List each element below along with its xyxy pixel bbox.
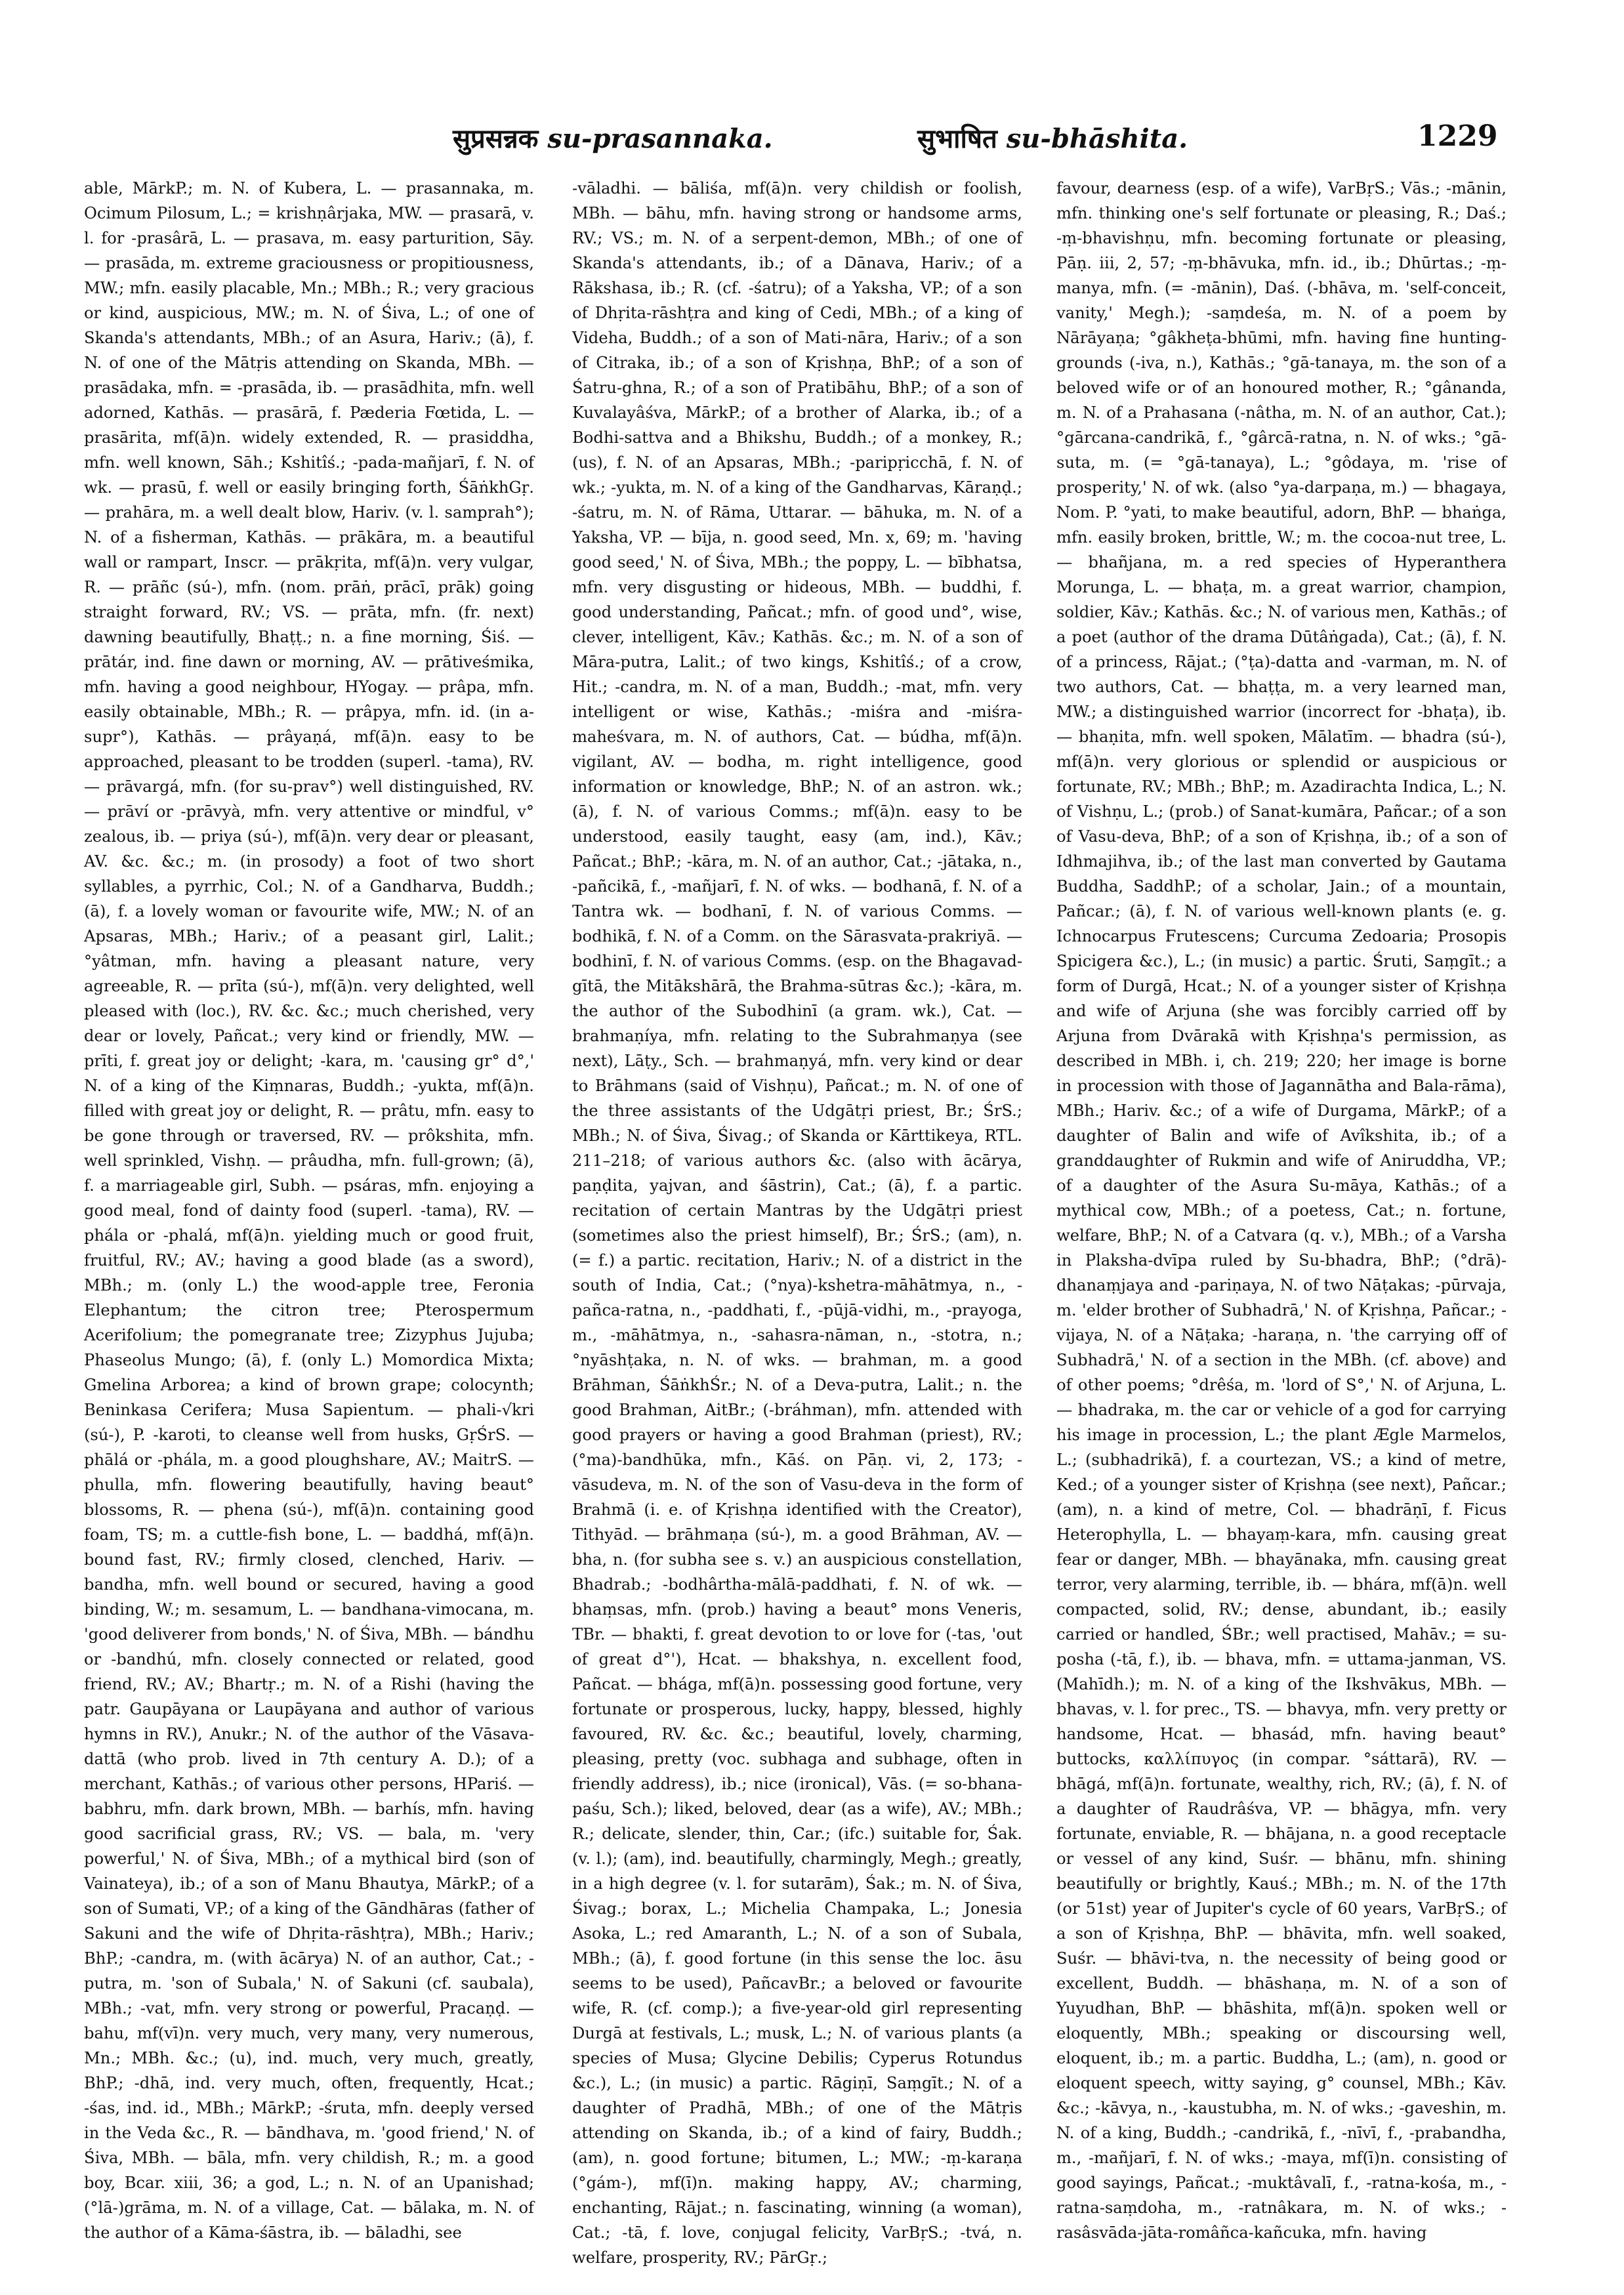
running-header-left [453, 119, 773, 165]
column-text: favour, dearness (esp. of a wife), VarBṛS.; Vās.; -mānin, mfn. thinking one's self fortunate or pleasing, R.; Daś.; -ṃ-bhavishṇu, mfn. becoming fortunate or pleasing, Pāṇ. iii, 2, 57; -ṃ-bhāvuka, mfn. id., ib.; Dhūrtas.; -ṃ-manya, mfn. (= -mānin), Daś. (-bhāva, m. 'self-conceit, vanity,' Megh.); -saṃdeśa, m. N. of a poem by Nārāyaṇa; °gâkheṭa-bhūmi, mfn. having fine hunting-grounds (-iva, n.), Kathās.; °gā-tanaya, m. the son of a beloved wife or of an honoured mother, R.; °gânanda, m. N. of a Prahasana (-nâtha, m. N. of an author, Cat.); °gārcana-candrikā, f., °gârcā-ratna, n. N. of wks.; °gā-suta, m. (= °gā-tanaya), L.; °gôdaya, m. 'rise of prosperity,' N. of wk. (also °ya-darpaṇa, m.) — bhagaya, Nom. P. °yati, to make beautiful, adorn, BhP. — bhaṅga, mfn. easily broken, brittle, W.; m. the cocoa-nut tree, L. — bhañjana, m. a red species of Hyperanthera Morunga, L. — bhaṭa, m. a great warrior, champion, soldier, Kāv.; Kathās. &c.; N. of various men, Kathās.; of a poet (author of the drama Dūtâṅgada), Cat.; (ā), f. N. of a princess, Rājat.; (°ṭa)-datta and -varman, m. N. of two authors, Cat. — bhaṭṭa, m. a very learned man, MW.; a distinguished warrior (incorrect for -bhaṭa), ib. — bhaṇita, mfn. well spoken, Mālatīm. — bhadra (sú-), mf(ā)n. very glorious or splendid or auspicious or fortunate, RV.; MBh.; BhP.; m. Azadirachta Indica, L.; N. of Vishṇu, L.; (prob.) of Sanat-kumāra, Pañcar.; of a son of Vasu-deva, BhP.; of a son of Kṛishṇa, ib.; of a son of Idhmajihva, ib.; of the last man converted by Gautama Buddha, SaddhP.; of a scholar, Jain.; of a mountain, Pañcar.; (ā), f. N. of various well-known plants (e. g. Ichnocarpus Frutescens; Curcuma Zedoaria; Prosopis Spicigera &c.), L.; (in music) a partic. Śruti, Saṃgīt.; a form of Durgā, Hcat.; N. of a younger sister of Kṛishṇa and wife of Arjuna (she was forcibly carried off by Arjuna from Dvārakā with Kṛishṇa's permission, as described in MBh. i, ch. 219; 220; her image is borne in procession with those of Jagannātha and Bala-rāma), MBh.; Hariv. &c.; of a wife of Durgama, MārkP.; of a daughter of Balin and wife of Avîkshita, ib.; of a granddaughter of Rukmin and wife of Aniruddha, VP.; of a daughter of the Asura Su-māya, Kathās.; of a mythical cow, MBh.; of a poetess, Cat.; n. fortune, welfare, BhP.; N. of a Catvara (q. v.), MBh.; of a Varsha in Plaksha-dvīpa ruled by Su-bhadra, BhP.; (°drā)-dhanaṃjaya and -pariṇaya, N. of two Nāṭakas; -pūrvaja, m. 'elder brother of Subhadrā,' N. of Kṛishṇa, Pañcar.; -vijaya, N. of a Nāṭaka; -haraṇa, n. 'the carrying off of Subhadrā,' N. of a section in the MBh. (cf. above) and of other poems; °drêśa, m. 'lord of S°,' N. of Arjuna, L. — bhadraka, m. the car or vehicle of a god for carrying his image in procession, L.; the plant Ægle Marmelos, L.; (subhadrikā), f. a courtezan, VS.; a kind of metre, Ked.; of a younger sister of Kṛishṇa (see next), Pañcar.; (am), n. a kind of metre, Col. — bhadrāṇī, f. Ficus Heterophylla, L. — bhayaṃ-kara, mfn. causing great fear or danger, MBh. — bhayānaka, mfn. causing great terror, very alarming, terrible, ib. — bhára, mf(ā)n. well compacted, solid, RV.; dense, abundant, ib.; easily carried or handled, ŚBr.; well practised, Mahāv.; = su-posha (-tā, f.), ib. — bhava, mfn. = uttama-janman, VS. (Mahīdh.); m. N. of a king of the Ikshvākus, MBh. — bhavas, v. l. for prec., TS. — bhavya, mfn. very pretty or handsome, Hcat. — bhasád, mfn. having beaut° buttocks, καλλίπυγος (in compar. °sáttarā), RV. — bhāgá, mf(ā)n. fortunate, wealthy, rich, RV.; (ā), f. N. of a daughter of Raudrâśva, VP. — bhāgya, mfn. very fortunate, enviable, R. — bhājana, n. a good receptacle or vessel of any kind, Suśr. — bhānu, mfn. shining beautifully or brightly, Kauś.; MBh.; m. N. of the 17th (or 51st) year of Jupiter's cycle of 60 years, VarBṛS.; of a son of Kṛishṇa, BhP. — bhāvita, mfn. well soaked, Suśr. — bhāvi-tva, n. the necessity of being good or excellent, Buddh. — bhāshaṇa, m. N. of a son of Yuyudhan, BhP. — bhāshita, mf(ā)n. spoken well or eloquently, MBh.; speaking or discoursing well, eloquent, ib.; m. a partic. Buddha, L.; (am), n. good or eloquent speech, witty saying, g° counsel, MBh.; Kāv. &c.; -kāvya, n., -kaustubha, m. N. of wks.; -gaveshin, m. N. of a king, Buddh.; -candrikā, f., -nīvī, f., -prabandha, m., -mañjarī, f. N. of wks.; -maya, mf(ī)n. consisting of good sayings, Pañcat.; -muktâvalī, f., -ratna-kośa, m., -ratna-saṃdoha, m., -ratnâkara, m. N. of wks.; -rasâsvāda-jāta-româñca-kañcuka, mfn. having [1056, 179, 1507, 2242]
header-right-devanagari: सुभाषित [917, 123, 997, 154]
text-column-1 [84, 176, 534, 2243]
header-right-roman: su-bhāshita. [1006, 123, 1188, 154]
text-column-3 [1056, 176, 1507, 2243]
text-column-2 [572, 176, 1022, 2267]
header-left-devanagari: सुप्रसन्नक [453, 123, 539, 154]
column-text: -vāladhi. — bāliśa, mf(ā)n. very childish or foolish, MBh. — bāhu, mfn. having strong or handsome arms, RV.; VS.; m. N. of a serpent-demon, MBh.; of one of Skanda's attendants, ib.; of a Dānava, Hariv.; of a Rākshasa, ib.; R. (cf. -śatru); of a Yaksha, VP.; of a son of Dhṛita-rāshṭra and king of Cedi, MBh.; of a king of Videha, Buddh.; of a son of Mati-nāra, Hariv.; of a son of Citraka, ib.; of a son of Kṛishṇa, BhP.; of a son of Śatru-ghna, R.; of a son of Pratibāhu, BhP.; of a son of Kuvalayâśva, MārkP.; of a brother of Alarka, ib.; of a Bodhi-sattva and a Bhikshu, Buddh.; of a monkey, R.; (us), f. N. of an Apsaras, MBh.; -paripṛicchā, f. N. of wk.; -yukta, m. N. of a king of the Gandharvas, Kāraṇḍ.; -śatru, m. N. of Rāma, Uttarar. — bāhuka, m. N. of a Yaksha, VP. — bīja, n. good seed, Mn. x, 69; m. 'having good seed,' N. of Śiva, MBh.; the poppy, L. — bībhatsa, mfn. very disgusting or hideous, MBh. — buddhi, f. good understanding, Pañcat.; mfn. of good und°, wise, clever, intelligent, Kāv.; Kathās. &c.; m. N. of a son of Māra-putra, Lalit.; of two kings, Kshitîś.; of a crow, Hit.; -candra, m. N. of a man, Buddh.; -mat, mfn. very intelligent or wise, Kathās.; -miśra and -miśra-maheśvara, m. N. of authors, Cat. — búdha, mf(ā)n. vigilant, AV. — bodha, m. right intelligence, good information or knowledge, BhP.; N. of an astron. wk.; (ā), f. N. of various Comms.; mf(ā)n. easy to be understood, easily taught, easy (am, ind.), Kāv.; Pañcat.; BhP.; -kāra, m. N. of an author, Cat.; -jātaka, n., -pañcikā, f., -mañjarī, f. N. of wks. — bodhanā, f. N. of a Tantra wk. — bodhanī, f. N. of various Comms. — bodhikā, f. N. of a Comm. on the Sārasvata-prakriyā. — bodhinī, f. N. of various Comms. (esp. on the Bhagavad-gītā, the Mitākshārā, the Brahma-sūtras &c.); -kāra, m. the author of the Subodhinī (a gram. wk.), Cat. — brahmaṇíya, mfn. relating to the Subrahmaṇya (see next), Lāṭy., Sch. — brahmaṇyá, mfn. very kind or dear to Brāhmans (said of Vishṇu), Pañcat.; m. N. of one of the three assistants of the Udgātṛi priest, Br.; ŚrS.; MBh.; N. of Śiva, Śivag.; of Skanda or Kārttikeya, RTL. 211–218; of various authors &c. (also with ācārya, paṇḍita, yajvan, and śāstrin), Cat.; (ā), f. a partic. recitation of certain Mantras by the Udgātṛi priest (sometimes also the priest himself), Br.; ŚrS.; (am), n. (= f.) a partic. recitation, Hariv.; N. of a district in the south of India, Cat.; (°nya)-kshetra-māhātmya, n., -pañca-ratna, n., -paddhati, f., -pūjā-vidhi, m., -prayoga, m., -māhātmya, n., -sahasra-nāman, n., -stotra, n.; °nyāshṭaka, n. N. of wks. — brahman, m. a good Brāhman, ŚāṅkhŚr.; N. of a Deva-putra, Lalit.; n. the good Brahman, AitBr.; (-bráhman), mfn. attended with good prayers or having a good Brahman (priest), RV.; (°ma)-bandhūka, mfn., Kāś. on Pāṇ. vi, 2, 173; -vāsudeva, m. N. of the son of Vasu-deva in the form of Brahmā (i. e. of Kṛishṇa identified with the Creator), Tithyād. — brāhmaṇa (sú-), m. a good Brāhman, AV. — bha, n. (for subha see s. v.) an auspicious constellation, Bhadrab.; -bodhârtha-mālā-paddhati, f. N. of wk. — bhaṃsas, mfn. (prob.) having a beaut° mons Veneris, TBr. — bhakti, f. great devotion to or love for (-tas, 'out of great d°'), Hcat. — bhakshya, n. excellent food, Pañcat. — bhága, mf(ā)n. possessing good fortune, very fortunate or prosperous, lucky, happy, blessed, highly favoured, RV. &c. &c.; beautiful, lovely, charming, pleasing, pretty (voc. subhaga and subhage, often in friendly address), ib.; nice (ironical), Vās. (= so-bhana-paśu, Sch.); liked, beloved, dear (as a wife), AV.; MBh.; R.; delicate, slender, thin, Car.; (ifc.) suitable for, Śak. (v. l.); (am), ind. beautifully, charmingly, Megh.; greatly, in a high degree (v. l. for sutarām), Śak.; m. N. of Śiva, Śivag.; borax, L.; Michelia Champaka, L.; Jonesia Asoka, L.; red Amaranth, L.; N. of a son of Subala, MBh.; (ā), f. good fortune (in this sense the loc. āsu seems to be used), PañcavBr.; a beloved or favourite wife, R. (cf. comp.); a five-year-old girl representing Durgā at festivals, L.; musk, L.; N. of various plants (a species of Musa; Glycine Debilis; Cyperus Rotundus &c.), L.; (in music) a partic. Rāgiṇī, Saṃgīt.; N. of a daughter of Pradhā, MBh.; of one of the Mātṛis attending on Skanda, ib.; of a kind of fairy, Buddh.; (am), n. good fortune; bitumen, L.; MW.; -ṃ-karaṇa (°gám-), mf(ī)n. making happy, AV.; charming, enchanting, Rājat.; n. fascinating, winning (a woman), Cat.; -tā, f. love, conjugal felicity, VarBṛS.; -tvá, n. welfare, prosperity, RV.; PārGṛ.; [572, 179, 1022, 2267]
running-header-right [917, 119, 1188, 165]
column-text: able, MārkP.; m. N. of Kubera, L. — prasannaka, m. Ocimum Pilosum, L.; = krishṇârjaka, MW. — prasarā, v. l. for -prasârā, L. — prasava, m. easy parturition, Sāy. — prasāda, m. extreme graciousness or propitiousness, MW.; mfn. easily placable, Mn.; MBh.; R.; very gracious or kind, auspicious, MW.; m. N. of Śiva, L.; of one of Skanda's attendants, MBh.; of an Asura, Hariv.; (ā), f. N. of one of the Mātṛis attending on Skanda, MBh. — prasādaka, mfn. = -prasāda, ib. — prasādhita, mfn. well adorned, Kathās. — prasārā, f. Pæderia Fœtida, L. — prasārita, mf(ā)n. widely extended, R. — prasiddha, mfn. well known, Sāh.; Kshitîś.; -pada-mañjarī, f. N. of wk. — prasū, f. well or easily bringing forth, ŚāṅkhGṛ. — prahāra, m. a well dealt blow, Hariv. (v. l. samprah°); N. of a fisherman, Kathās. — prākāra, m. a beautiful wall or rampart, Inscr. — prākṛita, mf(ā)n. very vulgar, R. — prāñc (sú-), mfn. (nom. prāṅ, prācī, prāk) going straight forward, RV.; VS. — prāta, mfn. (fr. next) dawning beautifully, Bhaṭṭ.; n. a fine morning, Śiś. — prātár, ind. fine dawn or morning, AV. — prātiveśmika, mfn. having a good neighbour, HYogay. — prâpa, mfn. easily obtainable, MBh.; R. — prâpya, mfn. id. (in a-supr°), Kathās. — prâyaṇá, mf(ā)n. easy to be approached, pleasant to be trodden (superl. -tama), RV. — prāvargá, mfn. (for su-prav°) well distinguished, RV. — prāví or -prāvyà, mfn. very attentive or mindful, v° zealous, ib. — priya (sú-), mf(ā)n. very dear or pleasant, AV. &c. &c.; m. (in prosody) a foot of two short syllables, a pyrrhic, Col.; N. of a Gandharva, Buddh.; (ā), f. a lovely woman or favourite wife, MW.; N. of an Apsaras, MBh.; Hariv.; of a peasant girl, Lalit.; °yâtman, mfn. having a pleasant nature, very agreeable, R. — prīta (sú-), mf(ā)n. very delighted, well pleased with (loc.), RV. &c. &c.; much cherished, very dear or lovely, Pañcat.; very kind or friendly, MW. — prīti, f. great joy or delight; -kara, m. 'causing gr° d°,' N. of a king of the Kiṃnaras, Buddh.; -yukta, mf(ā)n. filled with great joy or delight, R. — prâtu, mfn. easy to be gone through or traversed, RV. — prôkshita, mfn. well sprinkled, Vishṇ. — prâudha, mfn. full-grown; (ā), f. a marriageable girl, Subh. — psáras, mfn. enjoying a good meal, fond of dainty food (superl. -tama), RV. — phála or -phalá, mf(ā)n. yielding much or good fruit, fruitful, RV.; AV.; having a good blade (as a sword), MBh.; m. (only L.) the wood-apple tree, Feronia Elephantum; the citron tree; Pterospermum Acerifolium; the pomegranate tree; Zizyphus Jujuba; Phaseolus Mungo; (ā), f. (only L.) Momordica Mixta; Gmelina Arborea; a kind of brown grape; colocynth; Beninkasa Cerifera; Musa Sapientum. — phali-√kri (sú-), P. -karoti, to cleanse well from husks, GṛŚrS. — phālá or -phála, m. a good ploughshare, AV.; MaitrS. — phulla, mfn. flowering beautifully, having beaut° blossoms, R. — phena (sú-), mf(ā)n. containing good foam, TS; m. a cuttle-fish bone, L. — baddhá, mf(ā)n. bound fast, RV.; firmly closed, clenched, Hariv. — bandha, mfn. well bound or secured, having a good binding, W.; m. sesamum, L. — bandhana-vimocana, m. 'good deliverer from bonds,' N. of Śiva, MBh. — bándhu or -bandhú, mfn. closely connected or related, good friend, RV.; AV.; Bhartṛ.; m. N. of a Rishi (having the patr. Gaupāyana or Laupāyana and author of various hymns in RV.), Anukr.; N. of the author of the Vāsava-dattā (who prob. lived in 7th century A. D.); of a merchant, Kathās.; of various other persons, HPariś. — babhru, mfn. dark brown, MBh. — barhís, mfn. having good sacrificial grass, RV.; VS. — bala, m. 'very powerful,' N. of Śiva, MBh.; of a mythical bird (son of Vainateya), ib.; of a son of Manu Bhautya, MārkP.; of a son of Sumati, VP.; of a king of the Gāndhāras (father of Sakuni and the wife of Dhṛita-rāshṭra), MBh.; Hariv.; BhP.; -candra, m. (with ācārya) N. of an author, Cat.; -putra, m. 'son of Subala,' N. of Sakuni (cf. saubala), MBh.; -vat, mfn. very strong or powerful, Pracaṇḍ. — bahu, mf(vī)n. very much, very many, very numerous, Mn.; MBh. &c.; (u), ind. much, very much, greatly, BhP.; -dhā, ind. very much, often, frequently, Hcat.; -śas, ind. id., MBh.; MārkP.; -śruta, mfn. deeply versed in the Veda &c., R. — bāndhava, m. 'good friend,' N. of Śiva, MBh. — bāla, mfn. very childish, R.; m. a good boy, Bcar. xiii, 36; a god, L.; n. N. of an Upanishad; (°lā-)grāma, m. N. of a village, Cat. — bālaka, m. N. of the author of a Kāma-śāstra, ib. — bāladhi, see [84, 179, 534, 2242]
page-number: 1229 [1417, 119, 1498, 153]
header-left-roman: su-prasannaka. [547, 123, 773, 154]
